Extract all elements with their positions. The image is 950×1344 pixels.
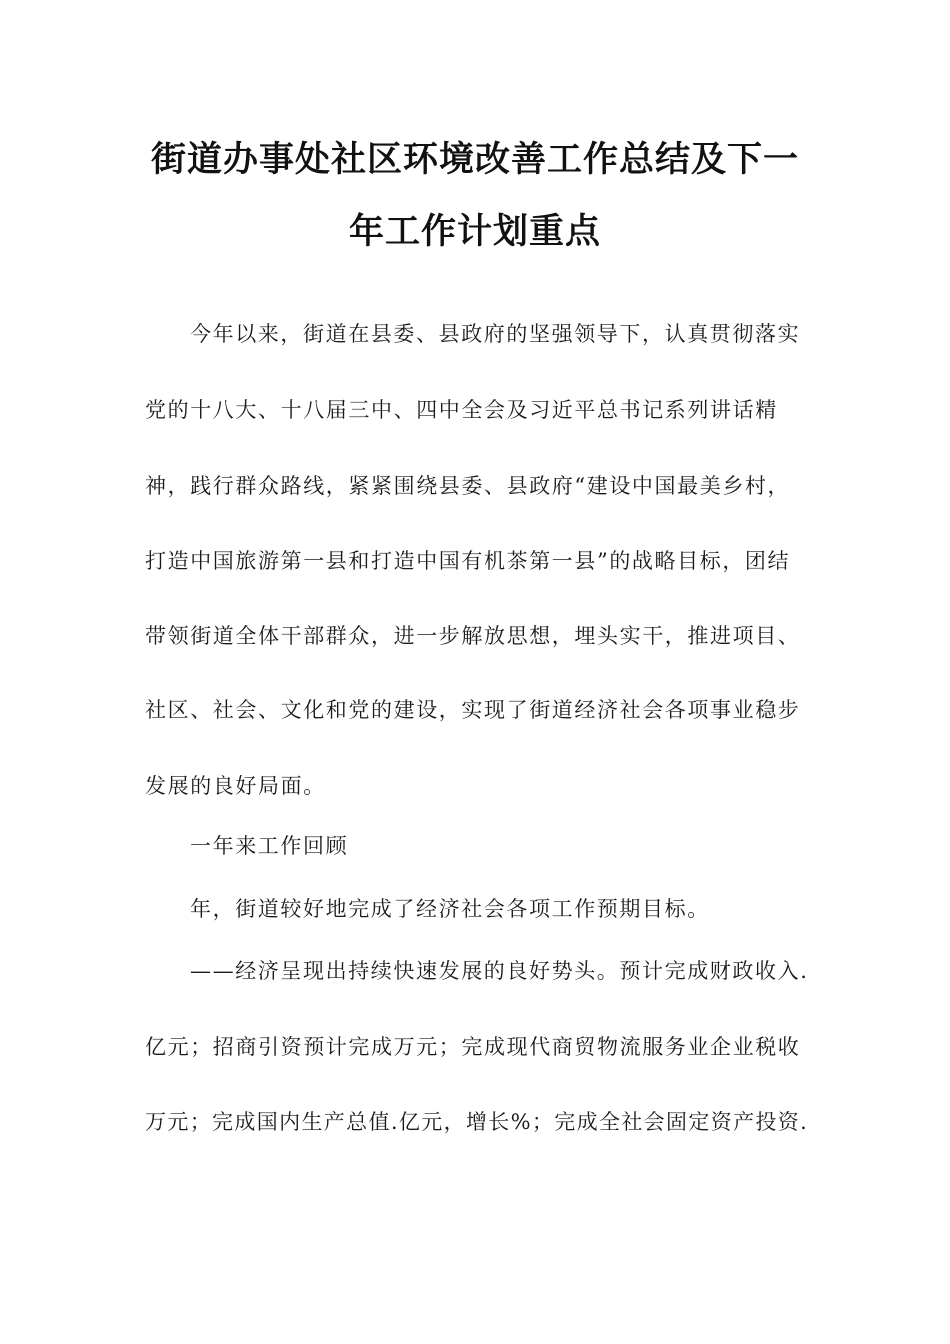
paragraph-line: 万元；完成国内生产总值.亿元，增长%；完成全社会固定资产投资. (145, 1110, 809, 1134)
paragraph-line: 神，践行群众路线，紧紧围绕县委、县政府“建设中国最美乡村， (145, 474, 791, 498)
paragraph-line: 打造中国旅游第一县和打造中国有机茶第一县”的战略目标，团结 (145, 549, 791, 573)
paragraph-line: 社区、社会、文化和党的建设，实现了街道经济社会各项事业稳步 (145, 698, 801, 722)
section-heading: 一年来工作回顾 (190, 834, 349, 858)
paragraph-line: 带领街道全体干部群众，进一步解放思想，埋头实干，推进项目、 (145, 624, 801, 648)
paragraph-line: 发展的良好局面。 (145, 774, 326, 798)
paragraph-line: 亿元；招商引资预计完成万元；完成现代商贸物流服务业企业税收 (145, 1035, 801, 1059)
paragraph-line: 年，街道较好地完成了经济社会各项工作预期目标。 (190, 897, 710, 921)
paragraph-line: 党的十八大、十八届三中、四中全会及习近平总书记系列讲话精 (145, 398, 778, 422)
paragraph-line: ——经济呈现出持续快速发展的良好势头。预计完成财政收入. (190, 959, 809, 983)
document-title-line-2: 年工作计划重点 (348, 212, 601, 252)
document-title-line-1: 街道办事处社区环境改善工作总结及下一 (150, 140, 799, 180)
paragraph-line: 今年以来，街道在县委、县政府的坚强领导下，认真贯彻落实 (190, 322, 801, 346)
